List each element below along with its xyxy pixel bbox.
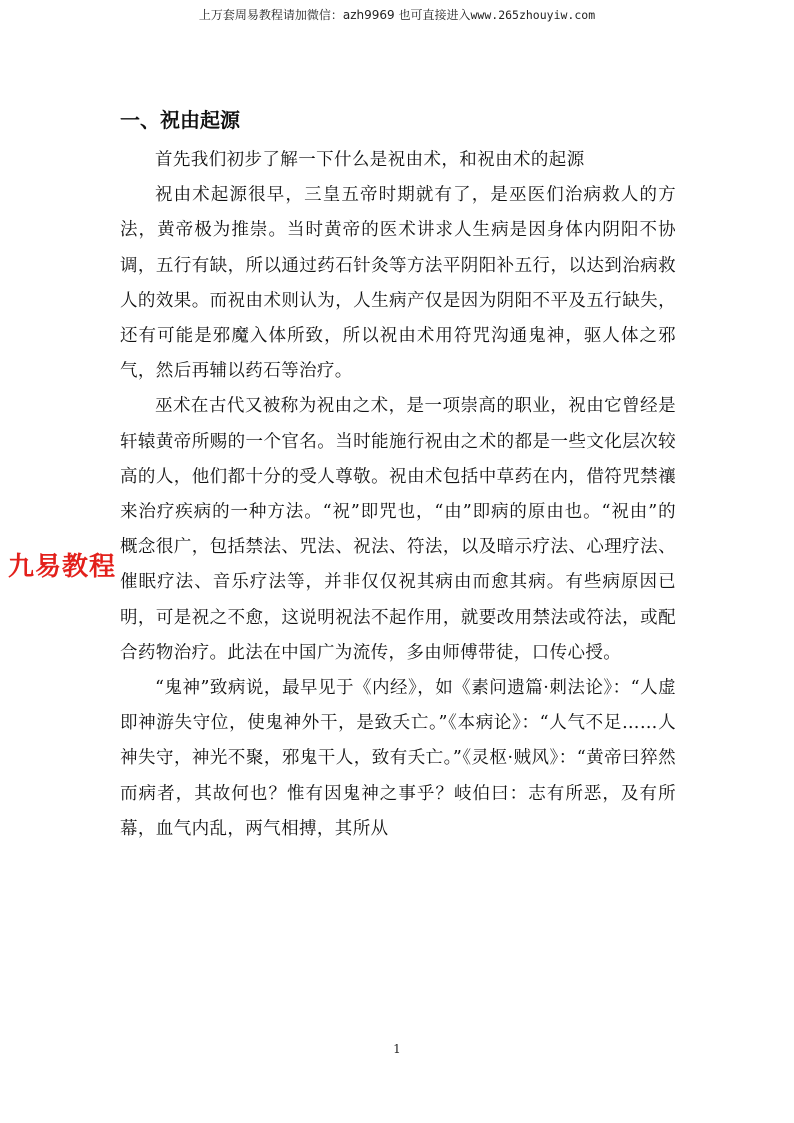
paragraph-witchcraft: 巫术在古代又被称为祝由之术，是一项崇高的职业，祝由它曾经是轩辕黄帝所赐的一个官名。当时能施行祝由之术的都是一些文化层次较高的人，他们都十分的受人尊敬。祝由术包括中草药在内，借符咒禁禳来治疗疾病的一种方法。“祝”即咒也，“由”即病的原由也。“祝由”的概念很广，包括禁法、咒法、祝法、符法，以及暗示疗法、心理疗法、催眠疗法、音乐疗法等，并非仅仅祝其病由而愈其病。有些病原因已明，可是祝之不愈，这说明祝法不起作用，就要改用禁法或符法，或配合药物治疗。此法在中国广为流传，多由师傅带徒，口传心授。 bbox=[120, 396, 676, 663]
page-number: 1 bbox=[393, 1042, 401, 1056]
paragraph-intro: 首先我们初步了解一下什么是祝由术，和祝由术的起源 bbox=[155, 150, 585, 170]
page-header bbox=[0, 6, 794, 23]
header-url-link[interactable]: www.265zhouyiw.com bbox=[470, 8, 596, 22]
paragraph-origin: 祝由术起源很早，三皇五帝时期就有了，是巫医们治病救人的方法，黄帝极为推崇。当时黄帝的医术讲求人生病是因身体内阴阳不协调，五行有缺，所以通过药石针灸等方法平阴阳补五行，以达到治病救人的效果。而祝由术则认为，人生病产仅是因为阴阳不平及五行缺失，还有可能是邪魔入体所致，所以祝由术用符咒沟通鬼神，驱人体之邪气，然后再辅以药石等治疗。 bbox=[120, 185, 676, 382]
paragraph-ghost-theory: “鬼神”致病说，最早见于《内经》，如《素问遗篇·刺法论》：“人虚即神游失守位，使鬼神外干，是致夭亡。”《本病论》：“人气不足……人神失守，神光不聚，邪鬼干人，致有夭亡。”《灵枢·贼风》：“黄帝曰猝然而病者，其故何也？惟有因鬼神之事乎？岐伯曰：志有所恶，及有所幕，血气内乱，两气相搏，其所从 bbox=[120, 678, 676, 839]
body-text bbox=[120, 143, 676, 847]
section-title: 一、祝由起源 bbox=[120, 108, 240, 132]
header-prefix: 上万套周易教程请加微信：azh9969 也可直接进入 bbox=[198, 8, 471, 22]
watermark-logo: 九易教程 bbox=[8, 546, 116, 583]
